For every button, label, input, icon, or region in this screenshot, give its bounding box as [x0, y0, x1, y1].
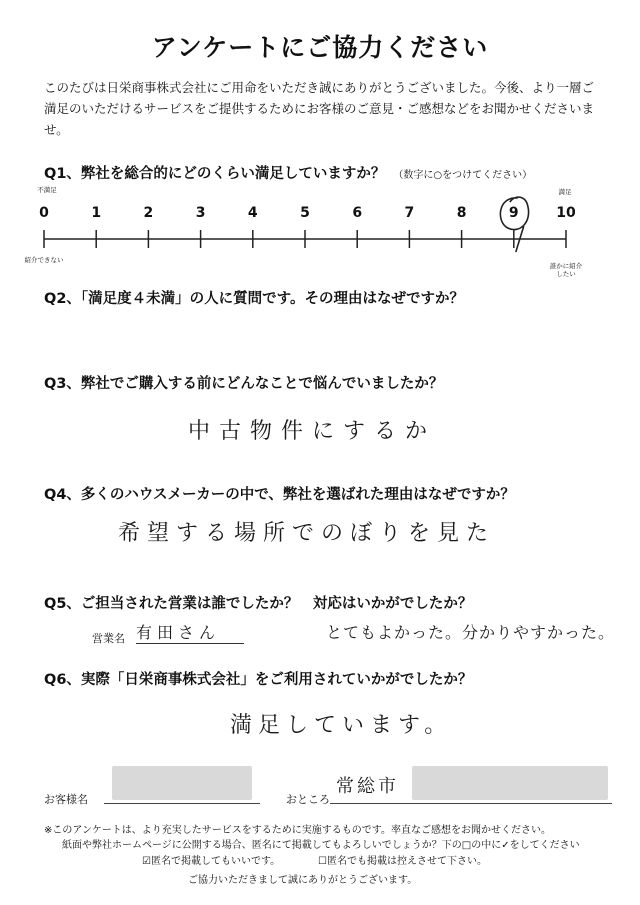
q1-note: （数字に○をつけてください）: [393, 170, 533, 181]
q1-text: Q1、弊社を総合的にどのくらい満足していますか？: [44, 166, 386, 182]
q4-question: Q4、多くのハウスメーカーの中で、弊社を選ばれた理由はなぜですか？: [44, 487, 515, 503]
label-cannot-recommend: 紹介できない: [24, 256, 64, 264]
redacted-name: [112, 766, 252, 800]
q4-answer: 希望する場所でのぼりを見た: [118, 521, 496, 546]
scale-number-0: 0: [39, 205, 49, 221]
scale-number-4: 4: [247, 205, 258, 221]
page-title: アンケートにご協力ください: [151, 33, 489, 62]
scale-number-5: 5: [300, 205, 310, 221]
q5-answer: とてもよかった。分かりやすかった。: [326, 623, 616, 642]
customer-name-label: お客様名: [44, 793, 88, 806]
q3-question: Q3、弊社でご購入する前にどんなことで悩んでいましたか？: [44, 376, 444, 392]
address-label: おところ: [286, 793, 330, 806]
footer-thanks: ご協力いただきまして誠にありがとうございます。: [188, 875, 418, 886]
label-want-to-recommend: 誰かに紹介したい: [549, 262, 583, 278]
checked-checkbox-icon: ☑: [142, 856, 151, 867]
option-anonymous-decline: ☐匿名でも掲載は控えさせて下さい。: [318, 856, 487, 867]
scale-number-10: 10: [556, 205, 576, 221]
scale-number-7: 7: [404, 205, 415, 221]
redacted-address: [412, 766, 608, 800]
option-anonymous-ok: ☑匿名で掲載してもいいです。: [142, 856, 281, 867]
q6-answer: 満足しています。: [230, 713, 453, 738]
q2-question: Q2、「満足度４未満」の人に質問です。その理由はなぜですか？: [44, 291, 465, 307]
label-dissatisfied: 不満足: [37, 186, 57, 194]
scale-number-8: 8: [456, 205, 467, 221]
address-underline: [330, 803, 612, 804]
scale-number-9: 9: [508, 205, 519, 221]
staff-label: 営業名: [92, 632, 125, 645]
scale-number-1: 1: [91, 205, 102, 221]
scale-number-6: 6: [352, 205, 363, 221]
footer-note: ※このアンケートは、より充実したサービスをするために実施するものです。率直なご感想をお聞かせください。: [44, 825, 551, 836]
staff-name: 有田さん: [136, 620, 244, 644]
name-underline: [104, 803, 260, 804]
q5-question: Q5、ご担当された営業は誰でしたか？ 対応はいかがでしたか？: [44, 596, 473, 612]
scale-number-3: 3: [195, 205, 206, 221]
q3-answer: 中古物件にするか: [188, 419, 437, 444]
empty-checkbox-icon: ☐: [318, 856, 327, 867]
address-city: 常総市: [336, 776, 399, 797]
intro-text: このたびは日栄商事株式会社にご用命をいただき誠にありがとうございました。今後、より一層ご満足のいただけるサービスをご提供するためにお客様のご意見・ご感想などをお聞かせくださいませ。: [44, 80, 595, 137]
footer-request: 紙面や弊社ホームページに公開する場合、匿名にて掲載してもよろしいでしょうか？下の□の中に✓をしてください: [62, 840, 580, 851]
q6-question: Q6、実際「日栄商事株式会社」をご利用されていかがでしたか？: [44, 672, 473, 688]
label-satisfied: 満足: [558, 188, 572, 196]
scale-number-2: 2: [143, 205, 154, 221]
